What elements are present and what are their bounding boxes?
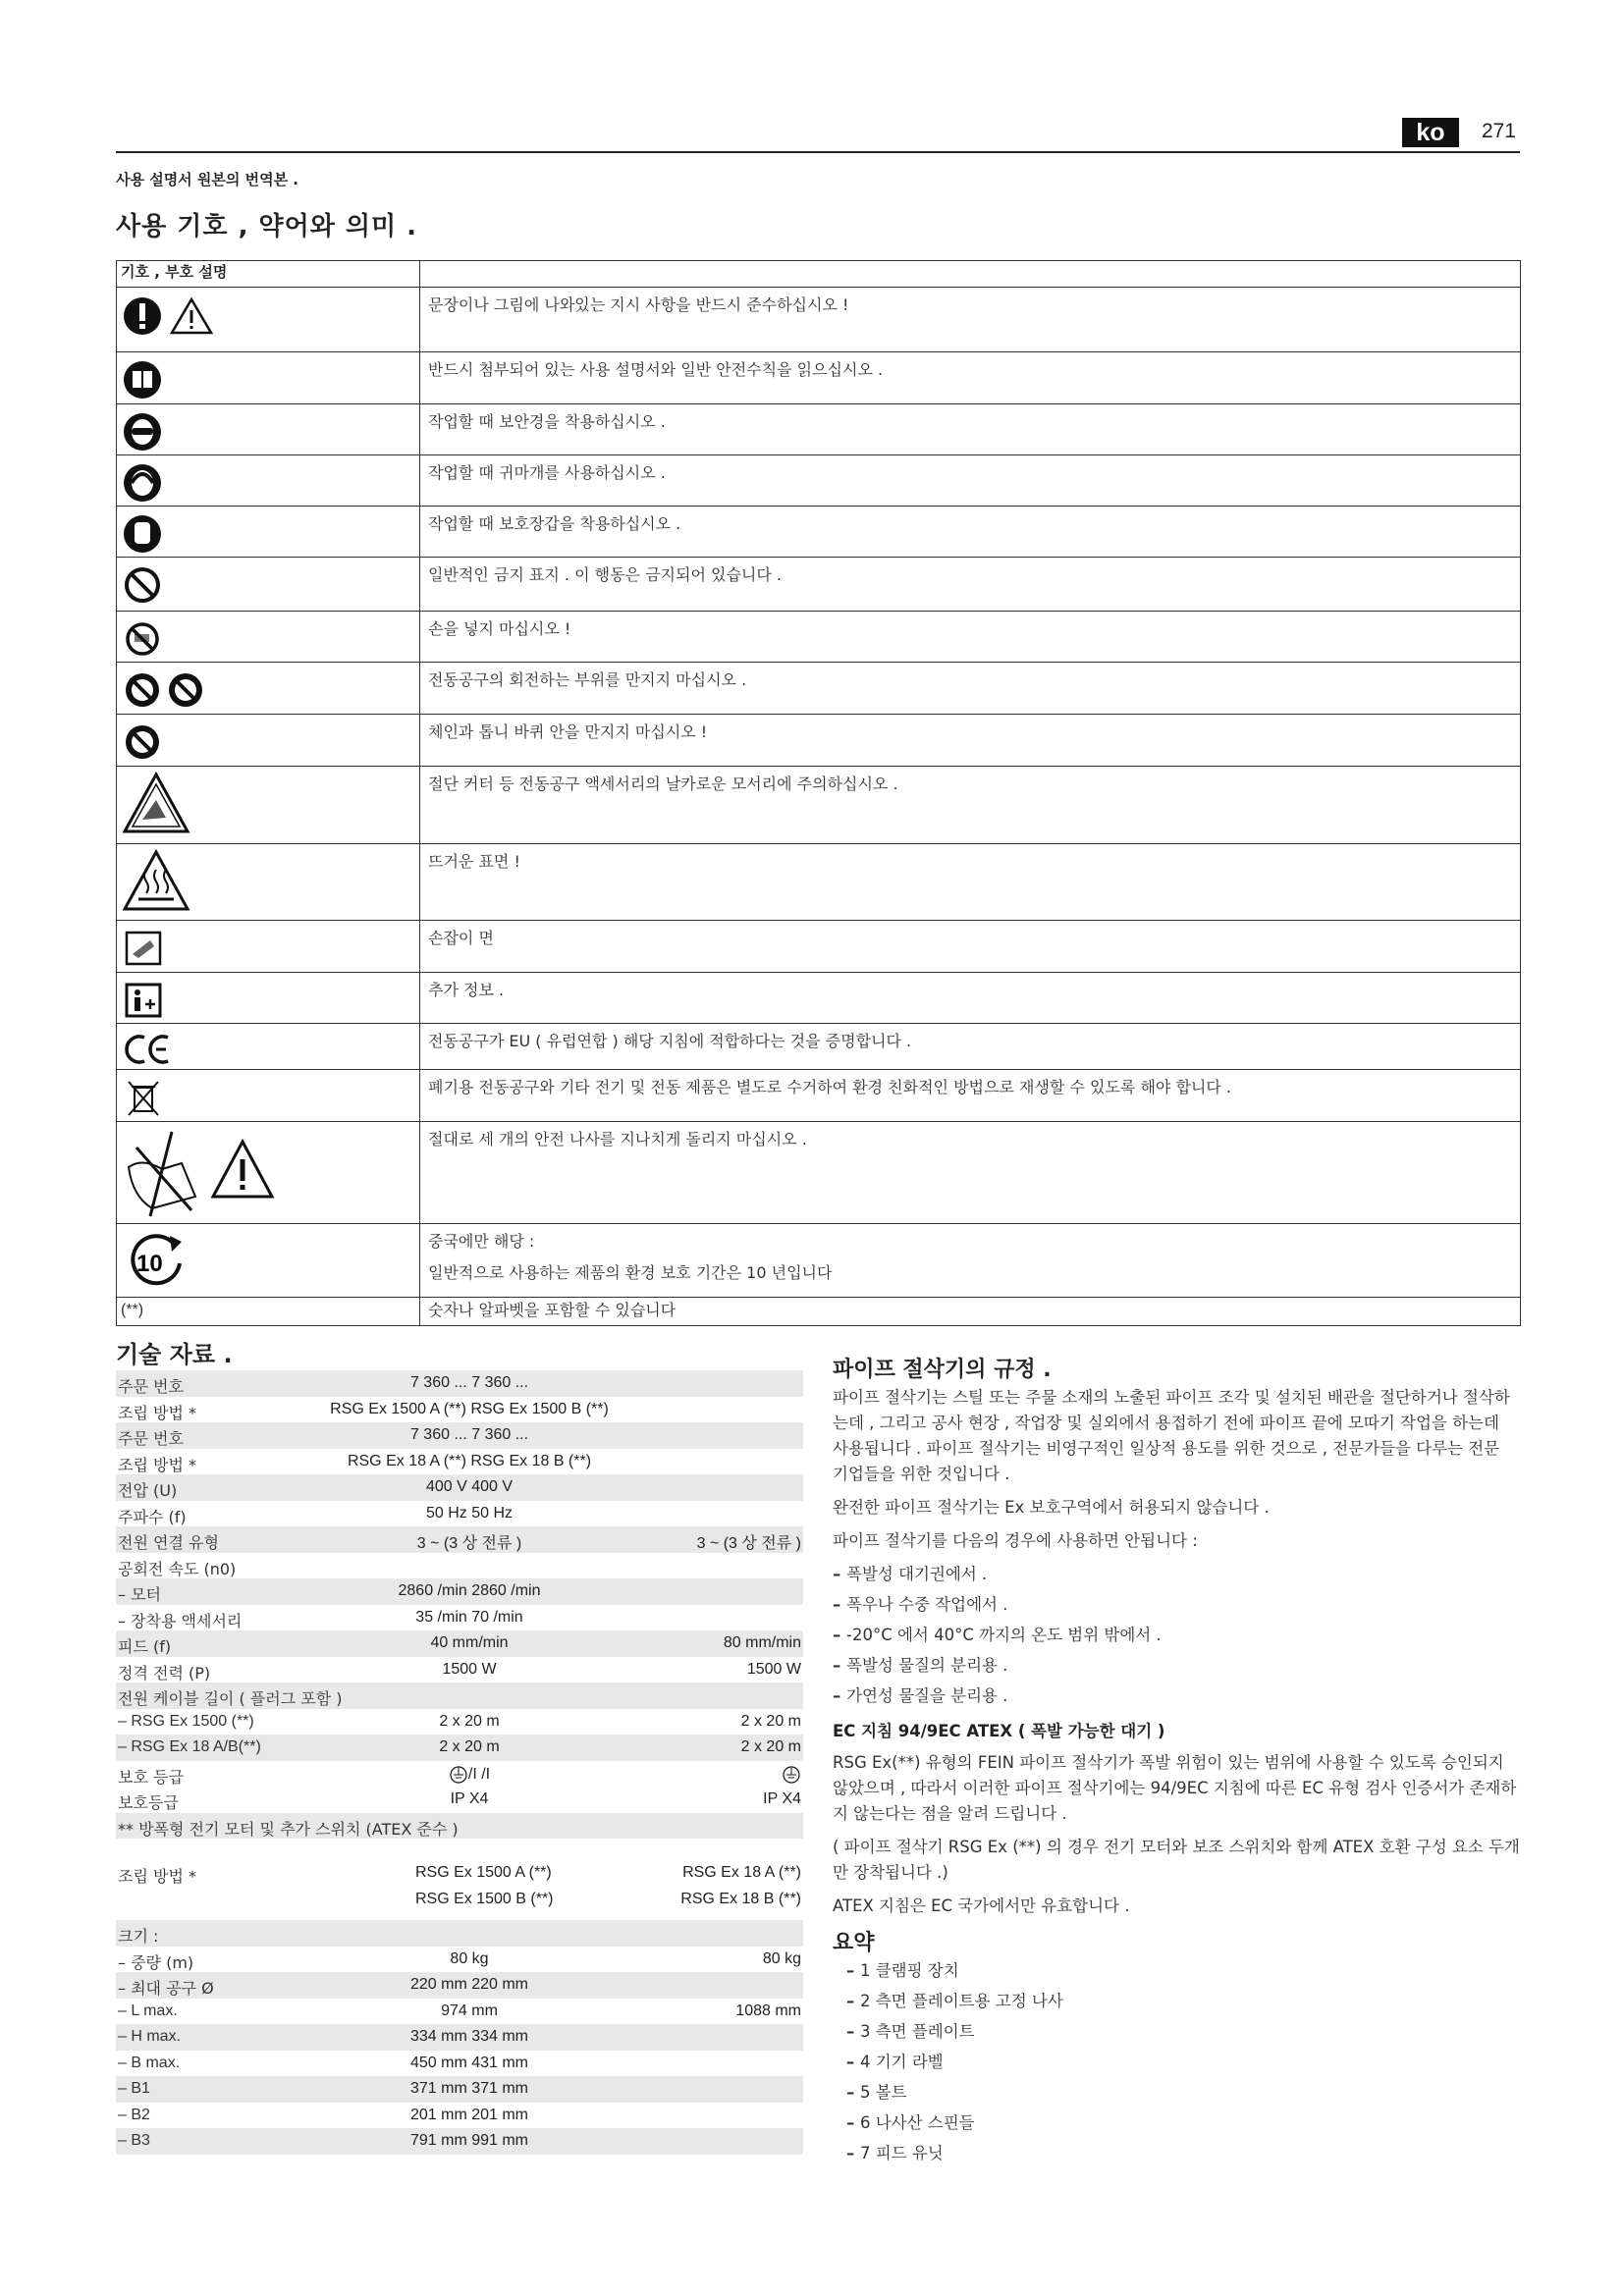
table-row [117, 1070, 1521, 1122]
table-row: 공회전 속도 (n0) [118, 1559, 237, 1578]
safety-goggles-icon [123, 410, 172, 454]
table-row: – RSG Ex 1500 (**) 2 x 20 m 2 x 20 m [118, 1712, 801, 1730]
table-row: 전원 케이블 길이 ( 플러그 포함 ) [116, 1682, 803, 1709]
table-row [117, 1224, 1521, 1298]
header-symbol: 기호 , 부호 설명 [117, 261, 420, 288]
info-icon [123, 979, 172, 1022]
symbol-table [116, 260, 1521, 1326]
table-row: – L max. 974 mm 1088 mm [118, 2002, 801, 2019]
no-touch-chain-icon [123, 721, 172, 764]
intended-use-section [833, 1358, 1520, 2174]
paragraph: ATEX 지침은 EC 국가에서만 유효합니다 . [833, 1896, 1130, 1915]
paragraph: 파이프 절삭기를 다음의 경우에 사용하면 안됩니다 : [833, 1531, 1198, 1550]
table-row [117, 1298, 1521, 1326]
table-row: 조립 방법 * RSG Ex 1500 A (**) RSG Ex 1500 B (**) [118, 1400, 609, 1422]
assembly-row: RSG Ex 1500 B (**) RSG Ex 18 B (**) [415, 1890, 801, 1907]
table-row [117, 558, 1521, 612]
list-item: – 폭발성 물질의 분리용 . [833, 1653, 1520, 1679]
section-title-summary: 요약 [833, 1931, 875, 1955]
table-row [117, 507, 1521, 558]
table-row [117, 767, 1521, 844]
section-title-symbols: 사용 기호 , 약어와 의미 . [116, 212, 418, 241]
table-row: – 장착용 액세서리 35 /min 70 /min [118, 1608, 523, 1630]
symbol-description: 일반적인 금지 표지 . 이 행동은 금지되어 있습니다 . [420, 558, 1521, 612]
symbol-table-header [117, 261, 1521, 288]
section-title-tech: 기술 자료 . [116, 1341, 233, 1368]
symbol-description: 절단 커터 등 전동공구 액세서리의 날카로운 모서리에 주의하십시오 . [420, 767, 1521, 844]
symbol-description: 전동공구가 EU ( 유럽연합 ) 해당 지침에 적합하다는 것을 증명합니다 . [420, 1024, 1521, 1070]
symbol-cell [117, 288, 420, 352]
symbol-description: 문장이나 그림에 나와있는 지시 사항을 반드시 준수하십시오 ! [420, 288, 1521, 352]
handle-surface-icon [123, 927, 172, 970]
table-row: – B3 791 mm 991 mm [116, 2128, 803, 2155]
symbol-description: 작업할 때 귀마개를 사용하십시오 . [420, 455, 1521, 507]
sharp-edges-warning-icon [123, 771, 193, 837]
restriction-list [833, 1562, 1520, 1709]
list-item: – 가연성 물질을 분리용 . [833, 1683, 1520, 1709]
symbol-description: 작업할 때 보호장갑을 착용하십시오 . [420, 507, 1521, 558]
table-row: 주파수 (f) 50 Hz 50 Hz [118, 1504, 514, 1526]
table-row: 보호등급 IP X4 IP X4 [118, 1790, 801, 1812]
table-row [117, 715, 1521, 767]
no-touch-rotating-icon [123, 668, 231, 712]
paragraph: RSG Ex(**) 유형의 FEIN 파이프 절삭기가 폭발 위험이 있는 범위에 사용할 수 있도록 승인되지 않았으며 , 따라서 이러한 파이프 절삭기에는 94/9EC 지침에 따른 EC 유형 검사 인증서가 존재하지 않는다는 점을 알려 드립니다 . [833, 1753, 1517, 1823]
page-header [116, 116, 1520, 153]
table-row: 전압 (U) 400 V 400 V [116, 1474, 803, 1501]
table-row [117, 663, 1521, 715]
table-row [117, 844, 1521, 921]
table-row [117, 352, 1521, 404]
page-number: 271 [1481, 120, 1516, 142]
summary-list [833, 1958, 1520, 2166]
symbol-description: 작업할 때 보안경을 착용하십시오 . [420, 404, 1521, 455]
hot-surface-icon [123, 848, 193, 915]
table-row: – RSG Ex 18 A/B(**) 2 x 20 m 2 x 20 m [116, 1735, 803, 1761]
china-rohs-number: 10 [136, 1251, 163, 1277]
table-row: – 모터 2860 /min 2860 /min [116, 1578, 803, 1605]
protective-gloves-icon [123, 512, 172, 556]
language-badge: ko [1402, 118, 1459, 147]
table-row [117, 455, 1521, 507]
paragraph: 파이프 절삭기는 스틸 또는 주물 소재의 노출된 파이프 조각 및 설치된 배관을 절단하거나 절삭하는데 , 그리고 공사 현장 , 작업장 및 실외에서 용접하기 전에 파이프 끝에 모따기 작업을 하는데 사용됩니다 . 파이프 절삭기는 비영구적인 일상적 용도를 위한 것으로 , 전문가들을 다루는 전문 기업들을 위한 것입니다 . [833, 1388, 1510, 1483]
china-rohs-10-icon [123, 1230, 191, 1293]
list-item: – 폭발성 대기권에서 . [833, 1562, 1520, 1587]
table-row: – B1 371 mm 371 mm [116, 2076, 803, 2103]
ce-mark-icon [123, 1030, 182, 1069]
translation-note: 사용 설명서 원본의 번역본 . [116, 171, 298, 188]
symbol-description: 손을 넣지 마십시오 ! [420, 612, 1521, 663]
table-row: 조립 방법 * RSG Ex 18 A (**) RSG Ex 18 B (**) [118, 1452, 592, 1474]
paragraph: ( 파이프 절삭기 RSG Ex (**) 의 경우 전기 모터와 보조 스위치와 함께 ATEX 호환 구성 요소 두개만 장착됩니다 .) [833, 1838, 1520, 1882]
table-row: 피드 (f) 40 mm/min 80 mm/min [116, 1630, 803, 1657]
table-row [117, 612, 1521, 663]
symbol-description: 손잡이 면 [420, 921, 1521, 973]
table-row [117, 973, 1521, 1024]
symbol-description: 체인과 톱니 바퀴 안을 만지지 마십시오 ! [420, 715, 1521, 767]
section-title-intended-use: 파이프 절삭기의 규정 . [833, 1358, 1052, 1382]
list-item: – 6 나사산 스핀들 [846, 2110, 1520, 2136]
table-row: 크기 : [116, 1920, 803, 1947]
list-item: – 2 측면 플레이트용 고정 나사 [846, 1989, 1520, 2014]
header-description [420, 261, 1521, 288]
symbol-description: 반드시 첨부되어 있는 사용 설명서와 일반 안전수칙을 읽으십시오 . [420, 352, 1521, 404]
warning-exclamation-icon [123, 294, 231, 343]
table-row [117, 921, 1521, 973]
symbol-description: 절대로 세 개의 안전 나사를 지나치게 돌리지 마십시오 . [420, 1122, 1521, 1224]
screw-overtighten-warning-icon [123, 1128, 299, 1218]
list-item: – 4 기기 라벨 [846, 2050, 1520, 2075]
symbol-description: 숫자나 알파벳을 포함할 수 있습니다 [420, 1298, 1521, 1326]
weee-bin-icon [123, 1076, 172, 1119]
table-row: – H max. 334 mm 334 mm [116, 2024, 803, 2051]
list-item: – -20°C 에서 40°C 까지의 온도 범위 밖에서 . [833, 1623, 1520, 1648]
read-manual-icon [123, 358, 172, 401]
table-row: 주문 번호 7 360 ... 7 360 ... [116, 1370, 803, 1397]
list-item: – 폭우나 수중 작업에서 . [833, 1592, 1520, 1618]
list-item: – 1 클램핑 장치 [846, 1958, 1520, 1984]
list-item: – 7 피드 유닛 [846, 2141, 1520, 2166]
paragraph: 완전한 파이프 절삭기는 Ex 보호구역에서 허용되지 않습니다 . [833, 1498, 1270, 1517]
table-row: – B max. 450 mm 431 mm [118, 2054, 529, 2071]
ground-symbol-icon [449, 1765, 468, 1785]
symbol-description: 중국에만 해당 : 일반적으로 사용하는 제품의 환경 보호 기간은 10 년입니다 [420, 1224, 1521, 1298]
table-row: 보호 등급 /I /I [116, 1761, 803, 1788]
table-row: 주문 번호 7 360 ... 7 360 ... [116, 1422, 803, 1449]
ground-symbol-icon [782, 1765, 801, 1785]
table-row: – B2 201 mm 201 mm [118, 2106, 529, 2123]
table-row [117, 288, 1521, 352]
ear-protection-icon [123, 461, 172, 505]
symbol-description: 추가 정보 . [420, 973, 1521, 1024]
table-row [117, 404, 1521, 455]
table-row: 전원 연결 유형 3 ~ (3 상 전류 ) 3 ~ (3 상 전류 ) [116, 1526, 803, 1553]
table-row: ** 방폭형 전기 모터 및 추가 스위치 (ATEX 준수 ) [116, 1813, 803, 1840]
list-item: – 5 볼트 [846, 2080, 1520, 2106]
table-row: – 중량 (m) 80 kg 80 kg [118, 1949, 801, 1972]
ec-directive-title: EC 지침 94/9EC ATEX ( 폭발 가능한 대기 ) [833, 1722, 1165, 1740]
no-hands-icon [123, 617, 172, 661]
table-row: – 최대 공구 Ø 220 mm 220 mm [116, 1972, 803, 1999]
symbol-description: 뜨거운 표면 ! [420, 844, 1521, 921]
assembly-row: 조립 방법 * RSG Ex 1500 A (**) RSG Ex 18 A (**) [118, 1864, 801, 1886]
symbol-description: 전동공구의 회전하는 부위를 만지지 마십시오 . [420, 663, 1521, 715]
symbol-text: (**) [117, 1298, 420, 1326]
table-row [117, 1122, 1521, 1224]
list-item: – 3 측면 플레이트 [846, 2019, 1520, 2045]
table-row [117, 1024, 1521, 1070]
table-row: 정격 전력 (P) 1500 W 1500 W [118, 1660, 801, 1682]
symbol-description: 폐기용 전동공구와 기타 전기 및 전동 제품은 별도로 수거하여 환경 친화적인 방법으로 재생할 수 있도록 해야 합니다 . [420, 1070, 1521, 1122]
tech-data-table [116, 1370, 803, 2155]
prohibition-icon [123, 563, 172, 607]
